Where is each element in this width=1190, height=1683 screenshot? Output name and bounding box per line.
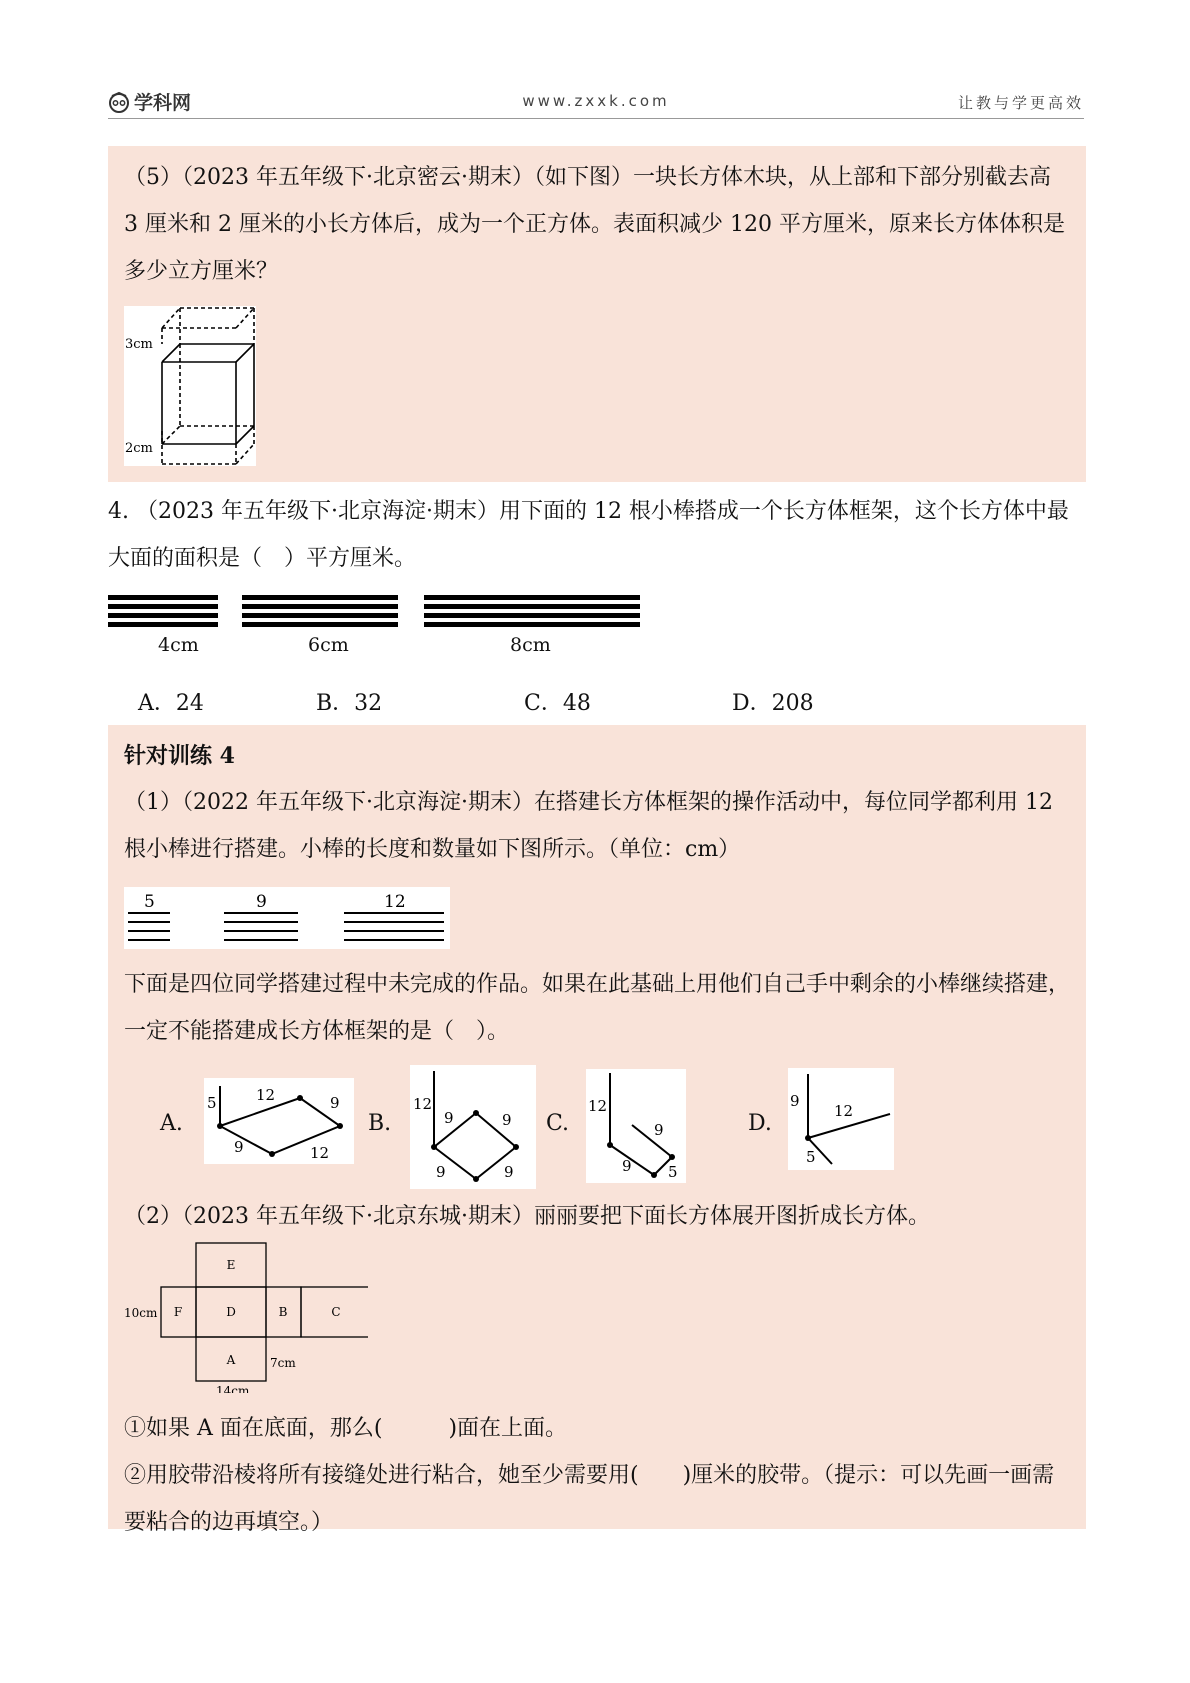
option-d[interactable]: D．208 xyxy=(732,691,814,716)
net-face-d: D xyxy=(226,1305,236,1319)
svg-text:12: 12 xyxy=(834,1102,854,1120)
training-q2-sub2: ②用胶带沿棱将所有接缝处进行粘合，她至少需要用( )厘米的胶带。（提示：可以先画一画需要粘合的边再填空。） xyxy=(124,1463,1055,1535)
label-2cm: 2cm xyxy=(125,441,153,456)
svg-text:9: 9 xyxy=(330,1094,340,1112)
svg-text:12: 12 xyxy=(413,1095,433,1113)
stick-label-8cm: 8cm xyxy=(510,634,551,656)
svg-text:9: 9 xyxy=(444,1109,454,1127)
figure-option-d-letter[interactable]: D. xyxy=(748,1111,772,1136)
svg-text:9: 9 xyxy=(654,1121,664,1139)
question-5-panel xyxy=(108,146,1086,482)
svg-text:9: 9 xyxy=(622,1157,632,1175)
training-q1-text: （1）（2022 年五年级下·北京海淀·期末）在搭建长方体框架的操作活动中，每位同学都利用 12 根小棒进行搭建。小棒的长度和数量如下图所示。（单位：cm） xyxy=(124,790,1053,862)
stick-label-6cm: 6cm xyxy=(308,634,349,656)
net-dim-10cm: 10cm xyxy=(124,1306,158,1320)
page-header xyxy=(108,88,1084,119)
svg-text:5: 5 xyxy=(668,1163,678,1181)
figure-option-b-letter[interactable]: B. xyxy=(368,1111,392,1136)
cuboid-figure xyxy=(124,306,256,466)
stick-label-5: 5 xyxy=(144,892,155,912)
svg-text:9: 9 xyxy=(504,1163,514,1181)
site-url[interactable]: www.zxxk.com xyxy=(522,92,670,110)
net-face-f: F xyxy=(173,1305,183,1319)
net-dim-14cm: 14cm xyxy=(216,1384,250,1393)
stick-label-12: 12 xyxy=(384,892,406,912)
svg-text:12: 12 xyxy=(256,1086,276,1104)
cuboid-drawing xyxy=(124,306,256,466)
cuboid-net-figure xyxy=(108,1237,368,1393)
question-5-text: （5）（2023 年五年级下·北京密云·期末）（如下图）一块长方体木块，从上部和下部分别截去高 3 厘米和 2 厘米的小长方体后，成为一个正方体。表面积减少 120 平方厘米，原来长方体体积是多少立方厘米？ xyxy=(124,165,1065,284)
training-title: 针对训练 4 xyxy=(124,743,235,769)
logo-text: 学科网 xyxy=(134,92,192,114)
figure-option-d[interactable] xyxy=(788,1068,894,1170)
svg-text:9: 9 xyxy=(234,1138,244,1156)
svg-text:9: 9 xyxy=(790,1092,800,1110)
svg-text:12: 12 xyxy=(588,1097,608,1115)
svg-text:9: 9 xyxy=(436,1163,446,1181)
stick-lengths-figure xyxy=(124,887,450,949)
training-4-panel xyxy=(108,725,1086,1535)
net-face-e: E xyxy=(226,1258,236,1272)
training-q2-sub1: ①如果 A 面在底面，那么( )面在上面。 xyxy=(124,1416,568,1441)
stick-label-4cm: 4cm xyxy=(158,634,199,656)
option-c[interactable]: C．48 xyxy=(524,691,591,716)
stick-lengths-drawing xyxy=(124,887,450,949)
svg-text:5: 5 xyxy=(806,1148,816,1166)
site-slogan: 让教与学更高效 xyxy=(957,94,1084,112)
net-dim-7cm: 7cm xyxy=(270,1356,296,1370)
training-q1-text2: 下面是四位同学搭建过程中未完成的作品。如果在此基础上用他们自己手中剩余的小棒继续搭建，一定不能搭建成长方体框架的是（ ）。 xyxy=(124,972,1071,1044)
svg-text:9: 9 xyxy=(502,1111,512,1129)
figure-option-a[interactable] xyxy=(204,1078,354,1164)
option-b[interactable]: B．32 xyxy=(316,691,383,716)
figure-option-c[interactable] xyxy=(586,1069,686,1183)
training-q2-text: （2）（2023 年五年级下·北京东城·期末）丽丽要把下面长方体展开图折成长方体。 xyxy=(124,1204,930,1229)
svg-text:12: 12 xyxy=(310,1144,330,1162)
net-face-c: C xyxy=(331,1305,341,1319)
svg-text:5: 5 xyxy=(207,1094,217,1112)
net-face-b: B xyxy=(278,1305,288,1319)
option-a[interactable]: A．24 xyxy=(138,691,204,716)
net-face-a: A xyxy=(226,1353,236,1367)
cuboid-net-drawing xyxy=(108,1237,368,1393)
figure-option-c-letter[interactable]: C. xyxy=(546,1111,570,1136)
figure-option-a-letter[interactable]: A. xyxy=(160,1111,183,1136)
label-3cm: 3cm xyxy=(125,337,153,352)
stick-label-9: 9 xyxy=(256,892,267,912)
question-4-text: 4. （2023 年五年级下·北京海淀·期末）用下面的 12 根小棒搭成一个长方体框架，这个长方体中最大面的面积是（ ）平方厘米。 xyxy=(108,499,1069,571)
figure-option-b[interactable] xyxy=(410,1065,536,1189)
